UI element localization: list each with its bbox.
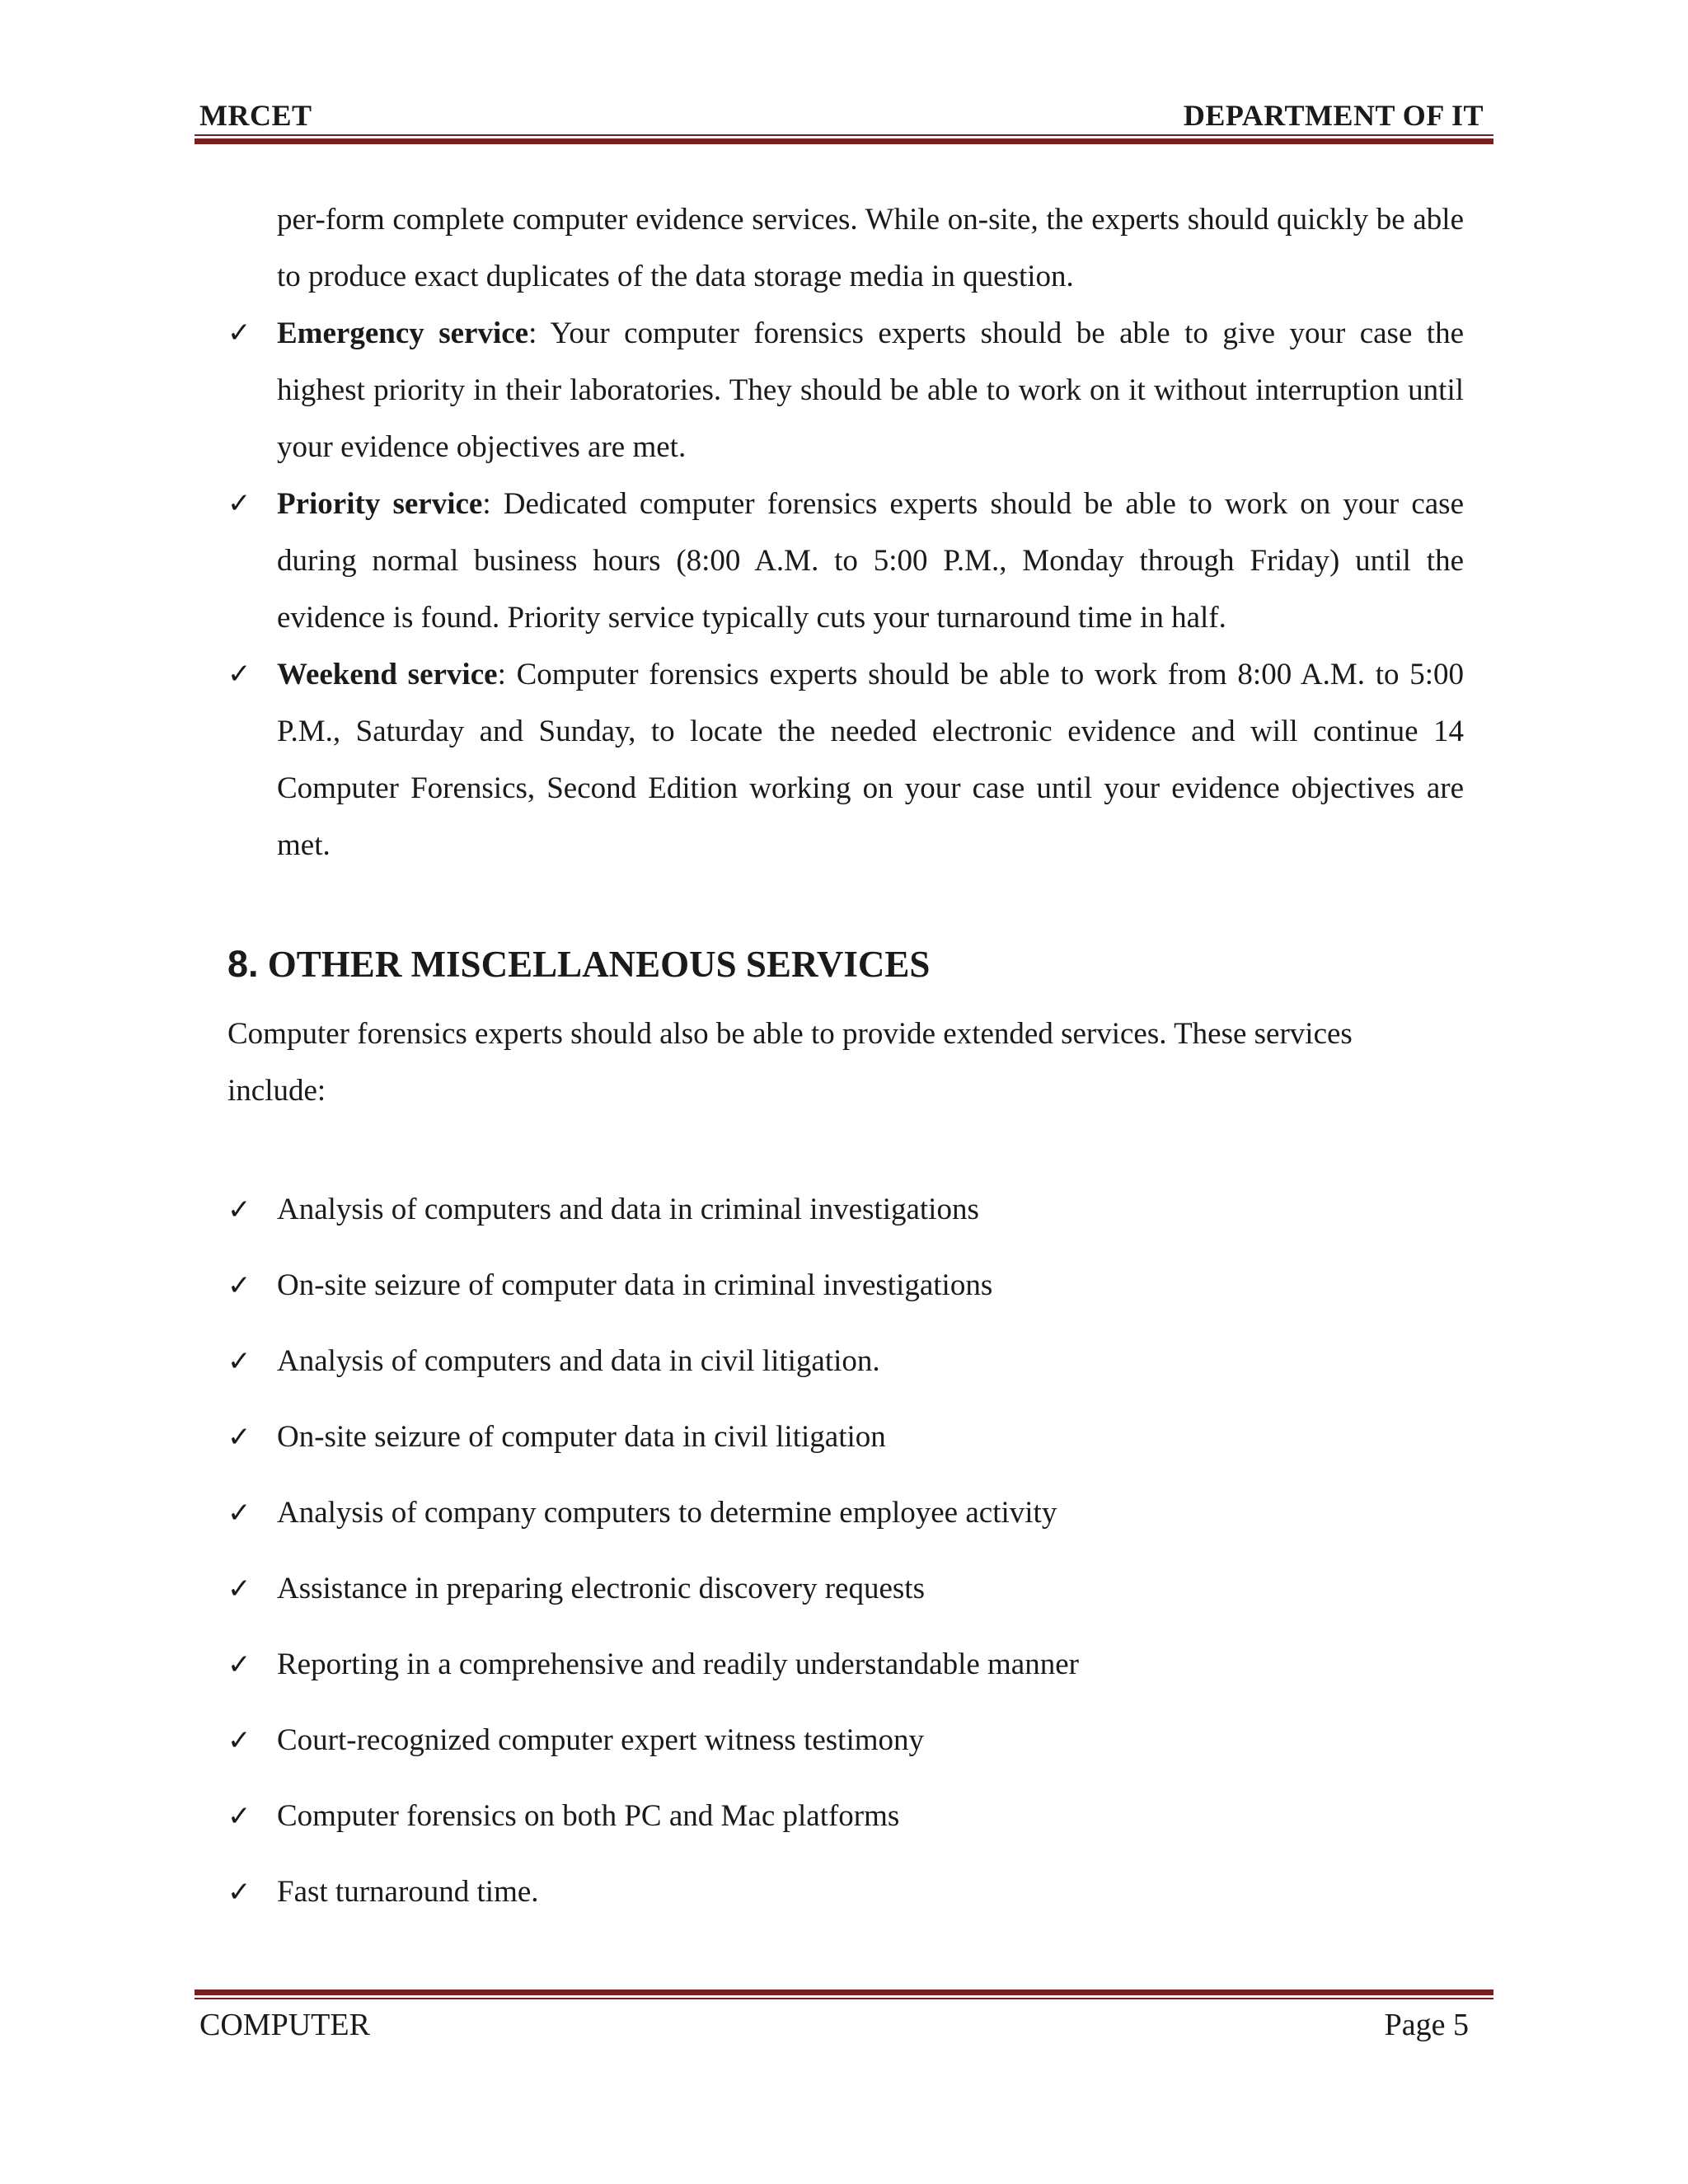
service-term: Priority service [277,487,483,521]
section-title: OTHER MISCELLANEOUS SERVICES [267,944,931,985]
list-item [227,1703,1464,1779]
list-item [227,305,1464,476]
service-term: Weekend service [277,658,498,691]
list-item-text: Analysis of computers and data in civil litigation. [277,1344,880,1378]
footer-rule [195,1990,1493,1999]
list-item-text: Court-recognized computer expert witness testimony [277,1723,925,1757]
section-heading [227,940,1464,989]
list-item [227,1324,1464,1399]
list-item [227,1854,1464,1930]
list-item [227,1399,1464,1475]
checkmark-icon: ✓ [227,1193,251,1226]
section-number: 8. [227,943,259,985]
list-item [227,646,1464,874]
list-item [227,1172,1464,1248]
list-item-text: On-site seizure of computer data in criminal investigations [277,1268,993,1302]
page-number: Page 5 [1384,2008,1469,2042]
list-item [227,1627,1464,1703]
service-description: : Computer forensics experts should be able to work from 8:00 A.M. to 5:00 P.M., Saturday and Sunday, to locate the needed electronic evidence and will continue 14 Computer Forensics, Second Edition working on your case until your evidence objectives are met. [277,658,1465,862]
checkmark-icon: ✓ [227,1876,251,1909]
list-item-text: On-site seizure of computer data in civil litigation [277,1420,886,1454]
checkmark-icon: ✓ [227,1648,251,1681]
list-item-text: Computer forensics on both PC and Mac platforms [277,1799,900,1833]
footer-subject: COMPUTER [199,2008,370,2042]
checkmark-icon: ✓ [227,1572,251,1605]
checkmark-icon: ✓ [227,1724,251,1757]
checkmark-icon: ✓ [227,658,251,691]
list-item-text: Analysis of computers and data in criminal investigations [277,1193,979,1226]
checkmark-icon: ✓ [227,1497,251,1530]
continuation-paragraph: per-form complete computer evidence services. While on-site, the experts should quickly be able to produce exact duplicates of the data storage media in question. [277,203,1464,293]
service-term: Emergency service [277,316,529,350]
list-item [227,476,1464,646]
header-institution: MRCET [199,99,312,132]
checkmark-icon: ✓ [227,487,251,520]
section-intro: Computer forensics experts should also be able to provide extended services. These services include: [227,1017,1353,1108]
header-rule [195,134,1493,144]
list-item [227,1248,1464,1324]
header-department: DEPARTMENT OF IT [1183,99,1484,132]
list-item-text: Analysis of company computers to determine employee activity [277,1496,1057,1530]
checkmark-icon: ✓ [227,1345,251,1378]
service-list [227,305,1464,874]
misc-services-list [227,1172,1464,1930]
list-item-text: Reporting in a comprehensive and readily understandable manner [277,1647,1079,1681]
list-item-text: Fast turnaround time. [277,1875,539,1909]
checkmark-icon: ✓ [227,1421,251,1454]
list-item-text: Assistance in preparing electronic discovery requests [277,1572,925,1605]
page-body [227,191,1464,1930]
checkmark-icon: ✓ [227,1800,251,1833]
checkmark-icon: ✓ [227,316,251,349]
service-description: : Your computer forensics experts should be able to give your case the highest priority in their laboratories. They should be able to work on it without interruption until your evidence objectives are met. [277,316,1465,464]
list-item [227,1779,1464,1854]
checkmark-icon: ✓ [227,1269,251,1302]
list-item [227,1475,1464,1551]
service-description: : Dedicated computer forensics experts should be able to work on your case during normal business hours (8:00 A.M. to 5:00 P.M., Monday through Friday) until the evidence is found. Priority service typically cuts your turnaround time in half. [277,487,1464,635]
list-item [227,1551,1464,1627]
